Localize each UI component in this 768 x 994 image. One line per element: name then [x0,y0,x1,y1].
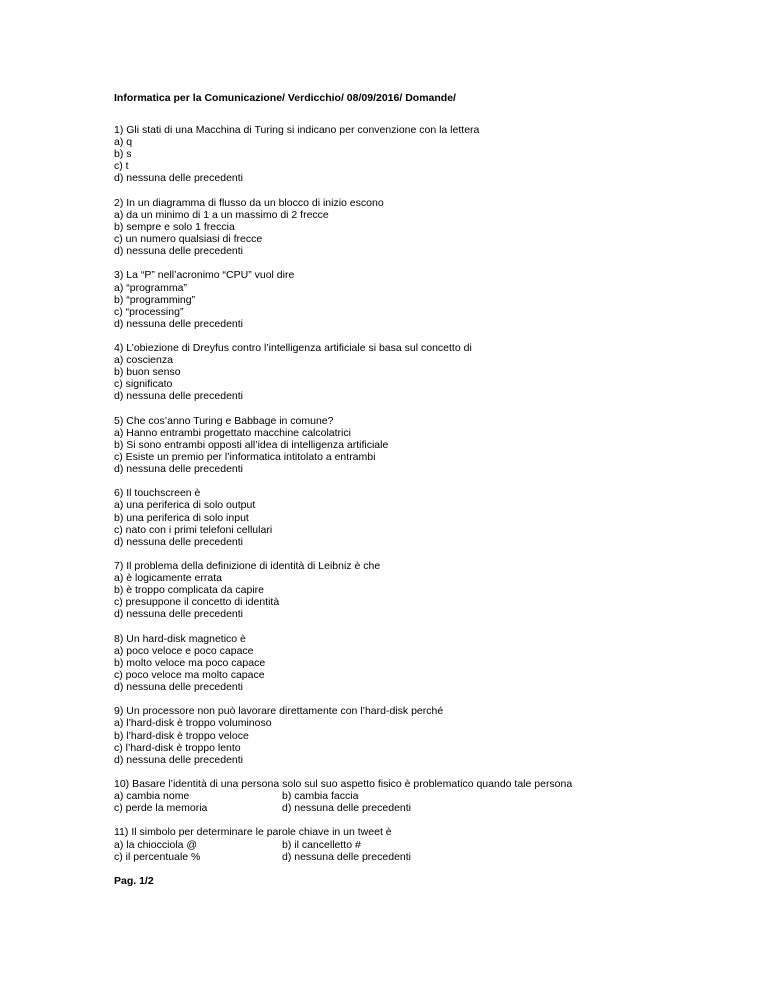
question-6 [114,487,734,547]
option-a: a) cambia nome [114,790,190,803]
option-row [114,839,734,851]
option-a: a) “programma” [114,281,187,294]
option-b: b) Si sono entrambi opposti all’idea di intelligenza artificiale [114,438,389,451]
question-7 [114,560,734,620]
option-b: b) buon senso [114,366,181,379]
option-b: b) il cancelletto # [282,838,361,851]
option-d: d) nessuna delle precedenti [114,463,244,476]
option-d: d) nessuna delle precedenti [282,802,412,815]
option-row [114,851,734,863]
question-10 [114,778,734,814]
question-1 [114,124,734,184]
option-c: c) significato [114,378,173,391]
option-c: c) il percentuale % [114,850,201,863]
option-d: d) nessuna delle precedenti [282,850,412,863]
option-c: c) Esiste un premio per l’informatica intitolato a entrambi [114,451,376,463]
option-c: c) un numero qualsiasi di frecce [114,233,263,246]
question-text: 1) Gli stati di una Macchina di Turing si indicano per convenzione con la lettera [114,124,480,137]
option-c: c) “processing” [114,305,184,318]
option-d: d) nessuna delle precedenti [114,535,244,548]
option-d: d) nessuna delle precedenti [114,390,244,403]
document-page [114,92,734,887]
option-b: b) sempre e solo 1 freccia [114,220,235,233]
page-number: Pag. 1/2 [114,874,154,887]
option-a: a) poco veloce e poco capace [114,644,254,657]
option-a: a) da un minimo di 1 a un massimo di 2 frecce [114,208,329,221]
option-c: c) l’hard-disk è troppo lento [114,741,241,754]
option-b: b) l’hard-disk è troppo veloce [114,729,249,742]
option-d: d) nessuna delle precedenti [114,172,244,185]
option-c: c) perde la memoria [114,802,208,815]
option-a: a) q [114,136,133,149]
option-d: d) nessuna delle precedenti [114,681,244,694]
option-row [114,802,734,814]
document-title: Informatica per la Comunicazione/ Verdicchio/ 08/09/2016/ Domande/ [114,92,456,104]
option-d: d) nessuna delle precedenti [114,245,244,258]
question-8 [114,633,734,693]
question-text: 2) In un diagramma di flusso da un blocco di inizio escono [114,196,384,209]
question-5 [114,415,734,475]
option-c: c) presuppone il concetto di identità [114,596,280,609]
question-text: 11) Il simbolo per determinare le parole chiave in un tweet è [114,826,392,839]
option-a: a) l’hard-disk è troppo voluminoso [114,717,272,730]
option-a: a) coscienza [114,354,173,367]
option-a: a) Hanno entrambi progettato macchine calcolatrici [114,426,351,439]
option-b: b) è troppo complicata da capire [114,584,264,597]
option-d: d) nessuna delle precedenti [114,608,244,621]
question-text: 3) La “P” nell’acronimo “CPU” vuol dire [114,269,295,282]
option-b: b) cambia faccia [282,790,359,803]
question-9 [114,705,734,765]
question-text: 7) Il problema della definizione di identità di Leibniz è che [114,560,381,573]
question-text: 5) Che cos’anno Turing e Babbage in comune? [114,414,334,427]
question-3 [114,269,734,329]
option-d: d) nessuna delle precedenti [114,317,244,330]
option-b: b) s [114,148,132,161]
question-11 [114,826,734,862]
option-a: a) la chiocciola @ [114,838,198,851]
option-a: a) è logicamente errata [114,572,222,585]
option-b: b) molto veloce ma poco capace [114,656,266,669]
option-b: b) “programming” [114,293,196,306]
question-text: 4) L’obiezione di Dreyfus contro l’intelligenza artificiale si basa sul concetto di [114,342,472,355]
question-2 [114,197,734,257]
option-b: b) una periferica di solo input [114,511,249,524]
question-text: 10) Basare l’identità di una persona solo sul suo aspetto fisico è problematico quando tale persona [114,778,573,790]
option-c: c) nato con i primi telefoni cellulari [114,523,273,536]
option-a: a) una periferica di solo output [114,499,256,512]
option-c: c) poco veloce ma molto capace [114,668,265,681]
question-text: 6) Il touchscreen è [114,487,201,500]
option-row [114,790,734,802]
question-text: 8) Un hard-disk magnetico è [114,632,246,645]
option-d: d) nessuna delle precedenti [114,753,244,766]
question-4 [114,342,734,402]
option-c: c) t [114,160,129,173]
question-text: 9) Un processore non può lavorare direttamente con l’hard-disk perché [114,705,444,718]
